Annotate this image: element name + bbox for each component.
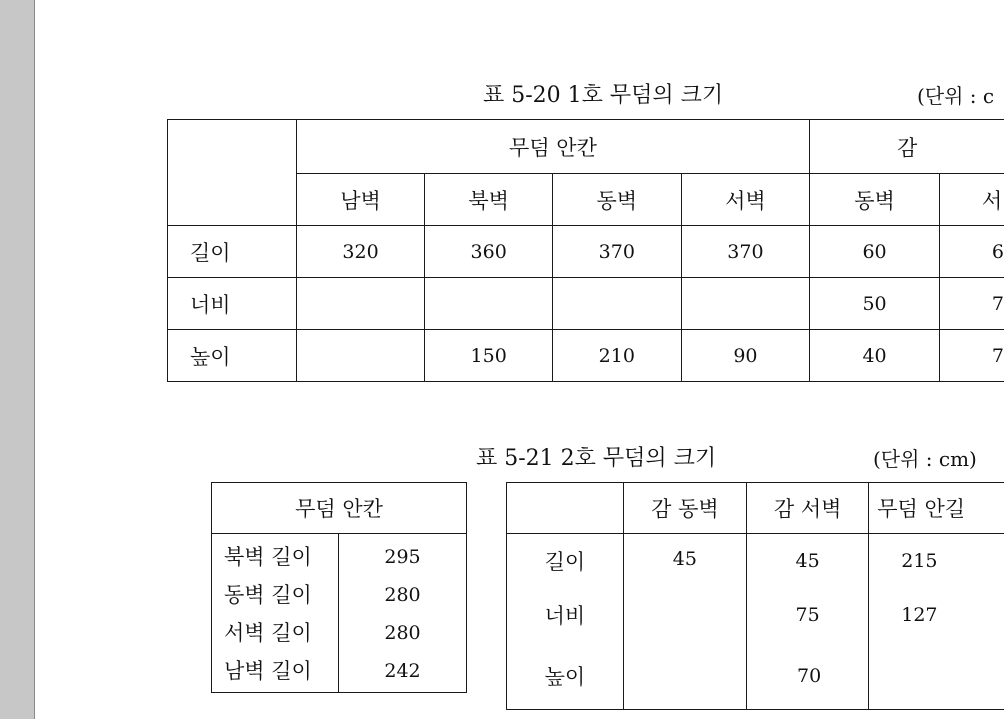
table-cell: 40: [810, 330, 940, 382]
table1-group-header: 감: [810, 120, 1004, 174]
table2-right-row-label: 높이: [507, 643, 624, 710]
table1-caption: 표 5-20 1호 무덤의 크기: [483, 83, 724, 108]
table1-group-header: 무덤 안칸: [296, 120, 810, 174]
table2-left: [211, 482, 467, 693]
table-cell: 45: [623, 534, 746, 588]
table-row: [507, 643, 1004, 710]
table-cell: [681, 278, 810, 330]
table-cell: [623, 587, 746, 643]
table-cell: 215: [869, 534, 1004, 588]
table-cell: 7: [939, 278, 1004, 330]
table2-left-label: 북벽 길이: [224, 545, 312, 569]
table-cell: [296, 330, 425, 382]
table-cell: 242: [384, 660, 421, 682]
table-cell: 6: [939, 226, 1004, 278]
table1-sub-header: 동벽: [552, 174, 681, 226]
table1-sub-header: 남벽: [296, 174, 425, 226]
table2-right-header: 감 동벽: [623, 483, 746, 534]
table1-row-label: 너비: [168, 278, 297, 330]
table2-right-header: 감 서벽: [747, 483, 869, 534]
table-cell: 280: [384, 584, 421, 606]
table-cell: [623, 643, 746, 710]
table1-group-header-row: [168, 120, 1004, 174]
table2-caption: 표 5-21 2호 무덤의 크기: [476, 446, 717, 471]
table-cell: [552, 278, 681, 330]
table-cell: 370: [681, 226, 810, 278]
table-cell: 370: [552, 226, 681, 278]
table2-left-header-row: [212, 483, 467, 534]
left-margin-strip: [0, 0, 35, 719]
table2-right-header-row: [507, 483, 1004, 534]
table-cell: 90: [681, 330, 810, 382]
table-cell: 60: [810, 226, 940, 278]
table-row: [168, 330, 1004, 382]
table-row: [168, 226, 1004, 278]
table1-corner-cell: [168, 120, 297, 226]
table-cell: 70: [747, 643, 869, 710]
table1-sub-header: 서벽: [681, 174, 810, 226]
table2-left-label: 남벽 길이: [224, 659, 312, 683]
table2-left-labels: [212, 534, 339, 693]
table2-right-row-label: 너비: [507, 587, 624, 643]
table-cell: 7: [939, 330, 1004, 382]
table2-right-header: [507, 483, 624, 534]
table1-sub-header: 북벽: [425, 174, 553, 226]
table2-left-header: 무덤 안칸: [212, 483, 467, 534]
table-cell: 150: [425, 330, 553, 382]
table-row: [168, 278, 1004, 330]
table-cell: 320: [296, 226, 425, 278]
table-cell: 295: [384, 546, 421, 568]
table1-unit: (단위 : c: [917, 84, 995, 108]
table1-row-label: 길이: [168, 226, 297, 278]
table-cell: [296, 278, 425, 330]
table-cell: [869, 643, 1004, 710]
table-row: [212, 534, 467, 693]
table-cell: 75: [747, 587, 869, 643]
table-cell: 360: [425, 226, 553, 278]
table1-sub-header: 서: [939, 174, 1004, 226]
table-cell: 45: [747, 534, 869, 588]
document-page: [35, 0, 1004, 719]
table1-sub-header: 동벽: [810, 174, 940, 226]
table-row: [507, 534, 1004, 588]
table2-right: [506, 482, 1004, 710]
table-cell: [425, 278, 553, 330]
table-cell: 127: [869, 587, 1004, 643]
table2-left-values: [339, 534, 467, 693]
table1-row-label: 높이: [168, 330, 297, 382]
table-row: [507, 587, 1004, 643]
table-cell: 280: [384, 622, 421, 644]
table1: [167, 119, 1004, 382]
table2-right-header: 무덤 안길: [869, 483, 1004, 534]
table2-left-label: 동벽 길이: [224, 583, 312, 607]
table2-right-row-label: 길이: [507, 534, 624, 588]
table2-left-label: 서벽 길이: [224, 621, 312, 645]
table-cell: 210: [552, 330, 681, 382]
table-cell: 50: [810, 278, 940, 330]
table2-unit: (단위 : cm): [873, 447, 977, 471]
